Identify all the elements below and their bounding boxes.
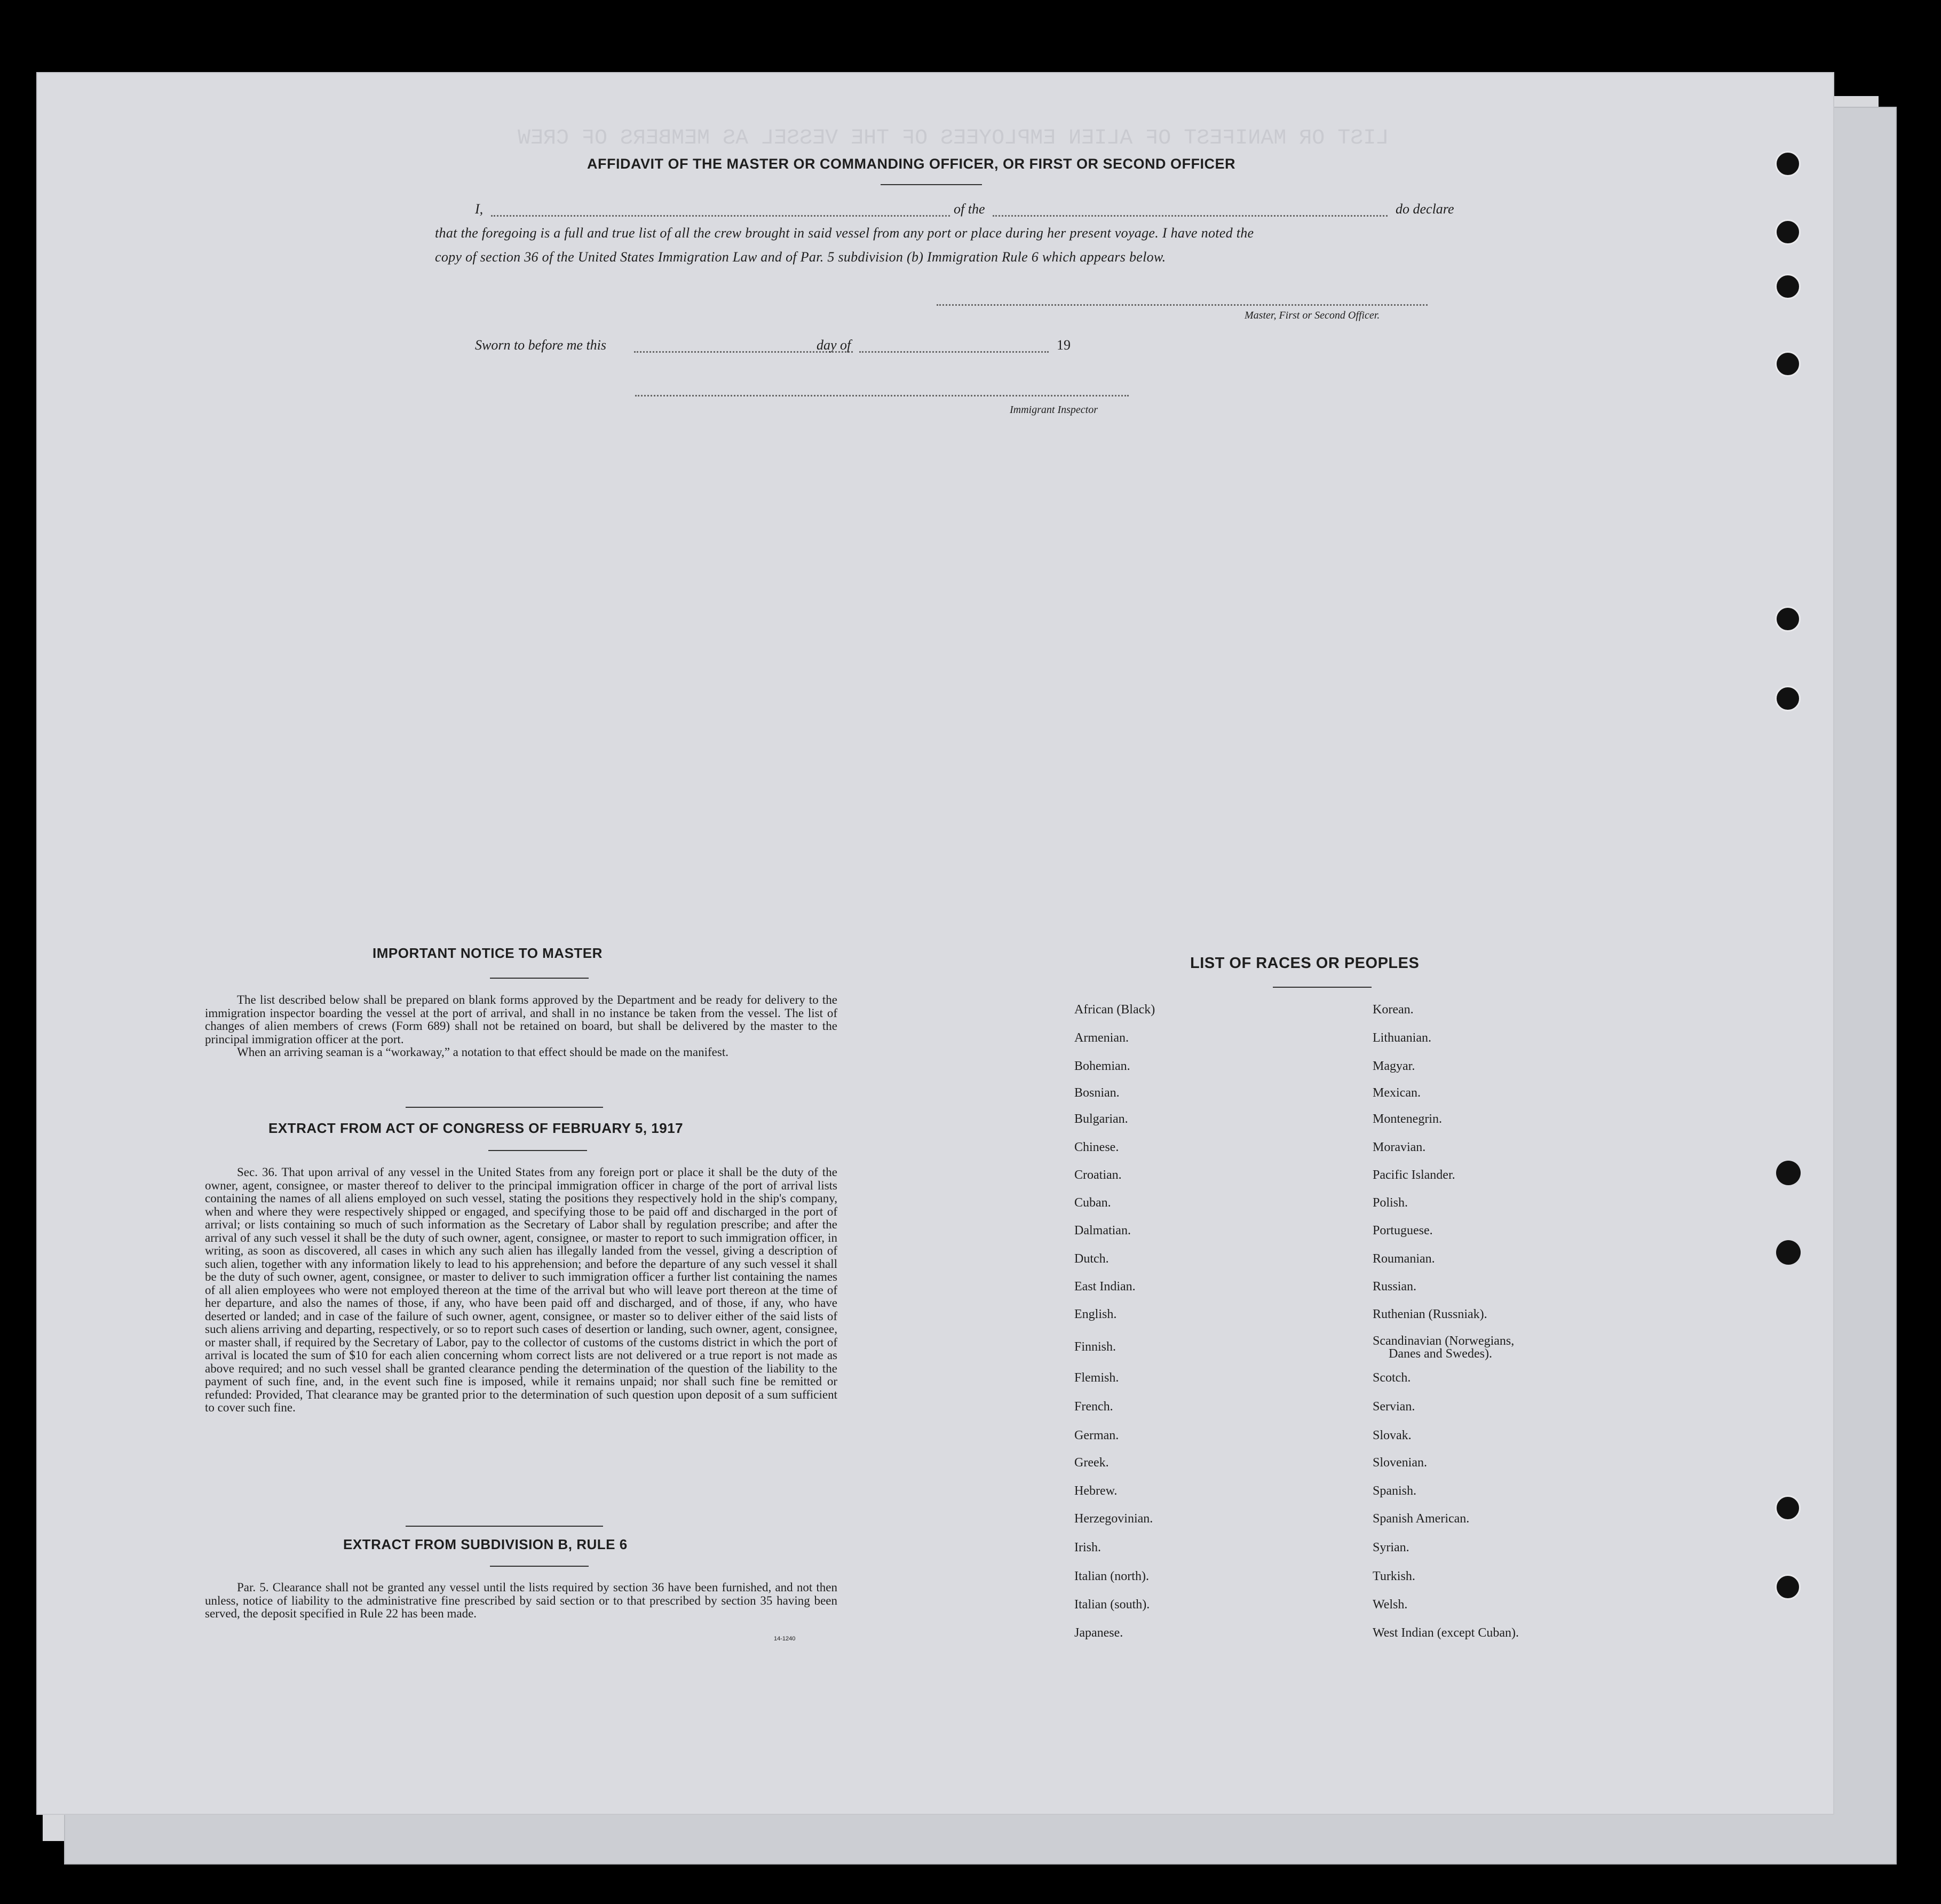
vessel-blank[interactable] [993, 215, 1388, 217]
notice-paragraph-2: When an arriving seaman is a “workaway,” a notation to that effect should be made on the manifest. [237, 1045, 728, 1059]
sworn-month-blank[interactable] [859, 351, 1049, 353]
races-underline [1273, 987, 1372, 988]
race-item: French. [1074, 1400, 1113, 1414]
signature-line[interactable] [937, 304, 1428, 306]
inspector-label: Immigrant Inspector [1010, 404, 1098, 416]
race-item: Ruthenian (Russniak). [1373, 1307, 1487, 1321]
affidavit-i: I, [475, 201, 484, 217]
name-blank[interactable] [491, 215, 950, 217]
form-number: 14-1240 [774, 1636, 796, 1642]
race-item: African (Black) [1074, 1003, 1155, 1017]
sworn-day-of: day of [817, 337, 851, 353]
section-36-text: Sec. 36. That upon arrival of any vessel in the United States from any foreign port or place it shall be the duty of the owner, agent, consignee, or master thereof to deliver to the principal immigration officer in charge of the port of arrival lists containing the names of all aliens employed on such vessel, stating the positions they respectively hold in the ship's company, when and where they were respectively shipped or engaged, and specifying those to be paid off and discharged in the port of arrival; or lists containing so much of such information as the Secretary of Labor shall by regulation prescribe; and after the arrival of any such vessel it shall be the duty of such owner, agent, consignee, or master to report to such immigration officer, in writing, as soon as discovered, all cases in which any such alien has illegally landed from the vessel, giving a description of such alien, together with any information likely to lead to his apprehension; and before the departure of any such vessel it shall be the duty of such owner, agent, consignee, or master to deliver to such immigration officer a further list containing the names of all alien employees who were not employed thereon at the time of the arrival but who will leave port thereon at the time of her departure, and also the names of those, if any, who have been paid off and discharged, and of those, if any, who have deserted or landed; and in case of the failure of such owner, agent, consignee, or master so to deliver either of the said lists of such aliens arriving and departing, respectively, or so to report such cases of desertion or landing, such owner, agent, consignee, or master shall, if required by the Secretary of Labor, pay to the collector of customs of the customs district in which the port of arrival is located the sum of $10 for each alien concerning whom correct lists are not delivered or a true report is not made as above required; and no such vessel shall be granted clearance pending the determination of the question of the liability to the payment of such fine, and, in the event such fine is imposed, while it remains unpaid; nor shall such fine be remitted or refunded: Provided, That clearance may be granted prior to the determination of such question upon deposit of a sum sufficient to cover such fine. [205, 1165, 837, 1414]
race-item: Turkish. [1373, 1569, 1415, 1583]
race-item: Dutch. [1074, 1252, 1109, 1266]
race-item: Slovak. [1373, 1429, 1412, 1442]
races-title: LIST OF RACES OR PEOPLES [1190, 955, 1420, 972]
race-item: Pacific Islander. [1373, 1168, 1455, 1182]
binder-hole [1776, 1161, 1801, 1185]
notice-title: IMPORTANT NOTICE TO MASTER [373, 945, 603, 961]
race-item: West Indian (except Cuban). [1373, 1626, 1519, 1640]
race-item: East Indian. [1074, 1280, 1136, 1294]
race-item: Flemish. [1074, 1371, 1119, 1385]
binder-hole [1775, 606, 1801, 632]
race-item: Scotch. [1373, 1371, 1411, 1385]
document-page [37, 73, 1833, 1814]
section-divider-1 [406, 1107, 603, 1108]
section-divider-2 [406, 1526, 603, 1527]
par-5-text: Par. 5. Clearance shall not be granted any vessel until the lists required by section 36 have been furnished, and not then unless, notice of liability to the administrative fine prescribed by said section or to that prescribed by section 35 having been served, the deposit specified in Rule 22 has been made. [205, 1581, 837, 1620]
race-item: Italian (south). [1074, 1598, 1150, 1612]
race-item: Bohemian. [1074, 1059, 1130, 1073]
binder-hole [1775, 686, 1801, 711]
binder-hole [1776, 1240, 1801, 1265]
race-item: Chinese. [1074, 1140, 1119, 1154]
extract-rule-title: EXTRACT FROM SUBDIVISION B, RULE 6 [343, 1536, 628, 1552]
extract-congress-title: EXTRACT FROM ACT OF CONGRESS OF FEBRUARY 5, 1917 [268, 1120, 684, 1136]
race-item: Slovenian. [1373, 1456, 1427, 1470]
race-item: Russian. [1373, 1280, 1417, 1294]
race-item: English. [1074, 1307, 1117, 1321]
bleed-through: LIST OR MANIFEST OF ALIEN EMPLOYEES OF THE VESSEL AS MEMBERS OF CREW [518, 126, 1389, 150]
race-item: Scandinavian (Norwegians, [1373, 1334, 1515, 1348]
race-item: Cuban. [1074, 1196, 1111, 1210]
race-item: Lithuanian. [1373, 1031, 1431, 1045]
race-item: Montenegrin. [1373, 1112, 1442, 1126]
affidavit-line2: that the foregoing is a full and true list of all the crew brought in said vessel from any port or place during her present voyage. I have noted the [435, 225, 1254, 241]
race-item: Welsh. [1373, 1598, 1408, 1612]
race-item: Irish. [1074, 1541, 1101, 1554]
race-item: Greek. [1074, 1456, 1109, 1470]
affidavit-line3: copy of section 36 of the United States Immigration Law and of Par. 5 subdivision (b) Immigration Rule 6 which appears below. [435, 249, 1166, 265]
binder-hole [1775, 1574, 1801, 1600]
extract-rule-underline [490, 1566, 589, 1567]
race-item: Roumanian. [1373, 1252, 1435, 1266]
race-item: Servian. [1373, 1400, 1415, 1414]
notice-paragraph-1: The list described below shall be prepared on blank forms approved by the Department and be ready for delivery to the immigration inspector boarding the vessel at the port of arrival, and shall in no instance be taken from the vessel. The list of changes of alien members of crews (Form 689) shall not be retained on board, but shall be delivered by the master to the principal immigration officer at the port. [205, 993, 837, 1046]
binder-hole [1775, 351, 1801, 377]
binder-hole [1775, 274, 1801, 299]
affidavit-title: AFFIDAVIT OF THE MASTER OR COMMANDING OFFICER, OR FIRST OR SECOND OFFICER [587, 156, 1235, 172]
race-item: Hebrew. [1074, 1484, 1118, 1498]
race-item: German. [1074, 1429, 1119, 1442]
extract-congress-text [205, 1166, 837, 1415]
extract-congress-underline [488, 1150, 587, 1151]
race-item: Croatian. [1074, 1168, 1122, 1182]
sworn-text: Sworn to before me this [475, 337, 607, 353]
race-item: Danes and Swedes). [1389, 1347, 1492, 1361]
race-item: Magyar. [1373, 1059, 1415, 1073]
affidavit-declare: do declare [1396, 201, 1454, 217]
notice-underline [490, 978, 589, 979]
race-item: Bosnian. [1074, 1086, 1120, 1100]
race-item: Finnish. [1074, 1340, 1116, 1354]
affidavit-of-the: of the [954, 201, 985, 217]
title-underline [881, 184, 982, 185]
binder-hole [1775, 1495, 1801, 1521]
race-item: Japanese. [1074, 1626, 1123, 1640]
race-item: Herzegovinian. [1074, 1512, 1153, 1526]
inspector-line[interactable] [635, 395, 1129, 396]
race-item: Bulgarian. [1074, 1112, 1128, 1126]
race-item: Spanish American. [1373, 1512, 1470, 1526]
race-item: Moravian. [1373, 1140, 1426, 1154]
race-item: Portuguese. [1373, 1224, 1433, 1237]
race-item: Spanish. [1373, 1484, 1417, 1498]
race-item: Korean. [1373, 1003, 1414, 1017]
race-item: Dalmatian. [1074, 1224, 1131, 1237]
sworn-year: 19 [1057, 337, 1071, 353]
race-item: Syrian. [1373, 1541, 1409, 1554]
binder-hole [1775, 151, 1801, 177]
race-item: Italian (north). [1074, 1569, 1149, 1583]
race-item: Armenian. [1074, 1031, 1129, 1045]
race-item: Mexican. [1373, 1086, 1421, 1100]
binder-hole [1775, 219, 1801, 245]
notice-text [205, 994, 837, 1059]
signature-label: Master, First or Second Officer. [1245, 310, 1380, 321]
race-item: Polish. [1373, 1196, 1408, 1210]
extract-rule-text [205, 1581, 837, 1621]
